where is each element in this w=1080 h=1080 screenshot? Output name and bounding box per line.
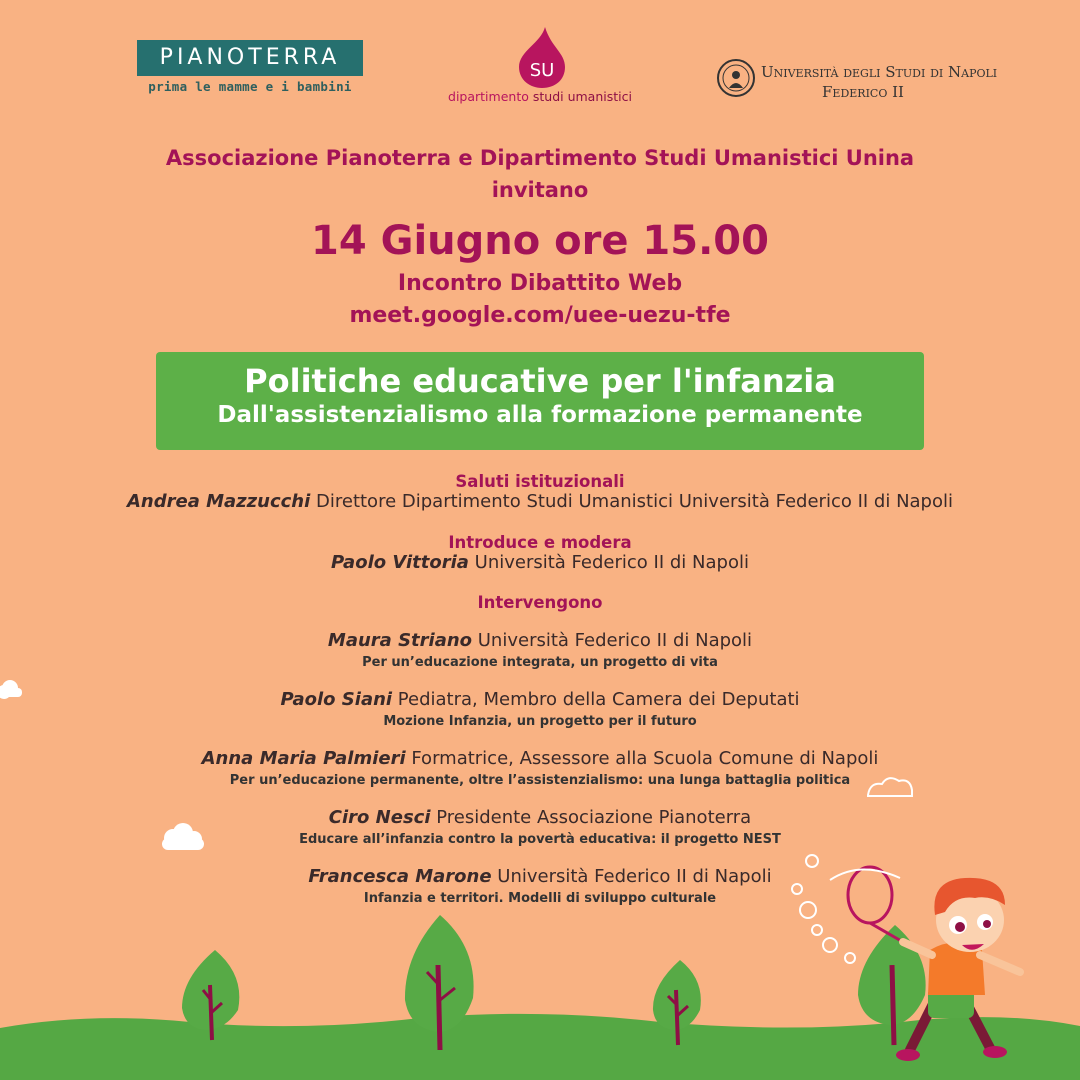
speaker-role: Direttore Dipartimento Studi Umanistici Università Federico II di Napoli bbox=[310, 491, 953, 512]
university-name-2: Federico II bbox=[822, 83, 904, 101]
pianoterra-name: PIANOTERRA bbox=[137, 40, 363, 76]
speaker-role: Formatrice, Assessore alla Scuola Comune di Napoli bbox=[405, 748, 879, 769]
speaker-role: Università Federico II di Napoli bbox=[472, 630, 753, 651]
dsu-text-a: dipartimento bbox=[448, 89, 529, 104]
pianoterra-tagline: prima le mamme e i bambini bbox=[148, 79, 352, 94]
talk-title: Mozione Infanzia, un progetto per il futuro bbox=[383, 714, 697, 729]
speaker-name: Anna Maria Palmieri bbox=[201, 748, 406, 769]
talk-title: Per un’educazione permanente, oltre l’assistenzialismo: una lunga battaglia politica bbox=[229, 773, 851, 788]
greetings-label: Saluti istituzionali bbox=[455, 472, 625, 491]
speaker-name: Andrea Mazzucchi bbox=[127, 491, 311, 512]
speaker-name: Ciro Nesci bbox=[328, 807, 431, 828]
speaker-role: Università Federico II di Napoli bbox=[468, 552, 749, 573]
event-title: Politiche educative per l'infanzia bbox=[244, 362, 836, 400]
event-subtitle: Dall'assistenzialismo alla formazione permanente bbox=[217, 402, 863, 428]
invite-text: invitano bbox=[491, 178, 589, 202]
speaker-name: Francesca Marone bbox=[308, 866, 492, 887]
university-name: Università degli Studi di Napoli bbox=[761, 63, 998, 81]
talk-title: Infanzia e territori. Modelli di sviluppo culturale bbox=[363, 891, 717, 906]
speaker-name: Maura Striano bbox=[327, 630, 473, 651]
meeting-link[interactable]: meet.google.com/uee-uezu-tfe bbox=[349, 303, 731, 328]
cloud-icon bbox=[868, 778, 912, 796]
dsu-text-b: studi umanistici bbox=[532, 89, 632, 104]
moderator-label: Introduce e modera bbox=[448, 533, 632, 552]
cloud-icon bbox=[162, 823, 204, 850]
organizers: Associazione Pianoterra e Dipartimento Studi Umanistici Unina bbox=[165, 146, 915, 170]
bubbles bbox=[792, 855, 855, 963]
speaker-role: Pediatra, Membro della Camera dei Deputati bbox=[392, 689, 800, 710]
dsu-mark: SU bbox=[529, 60, 555, 81]
cloud-icon bbox=[0, 680, 22, 699]
talk-title: Per un’educazione integrata, un progetto di vita bbox=[362, 655, 718, 670]
speaker-name: Paolo Vittoria bbox=[331, 552, 469, 573]
event-type: Incontro Dibattito Web bbox=[397, 271, 683, 296]
speaker-role: Università Federico II di Napoli bbox=[491, 866, 772, 887]
speakers-label: Intervengono bbox=[477, 593, 603, 612]
speaker-name: Paolo Siani bbox=[280, 689, 393, 710]
event-date: 14 Giugno ore 15.00 bbox=[311, 218, 769, 264]
speaker-role: Presidente Associazione Pianoterra bbox=[430, 807, 752, 828]
talk-title: Educare all’infanzia contro la povertà educativa: il progetto NEST bbox=[299, 832, 781, 847]
